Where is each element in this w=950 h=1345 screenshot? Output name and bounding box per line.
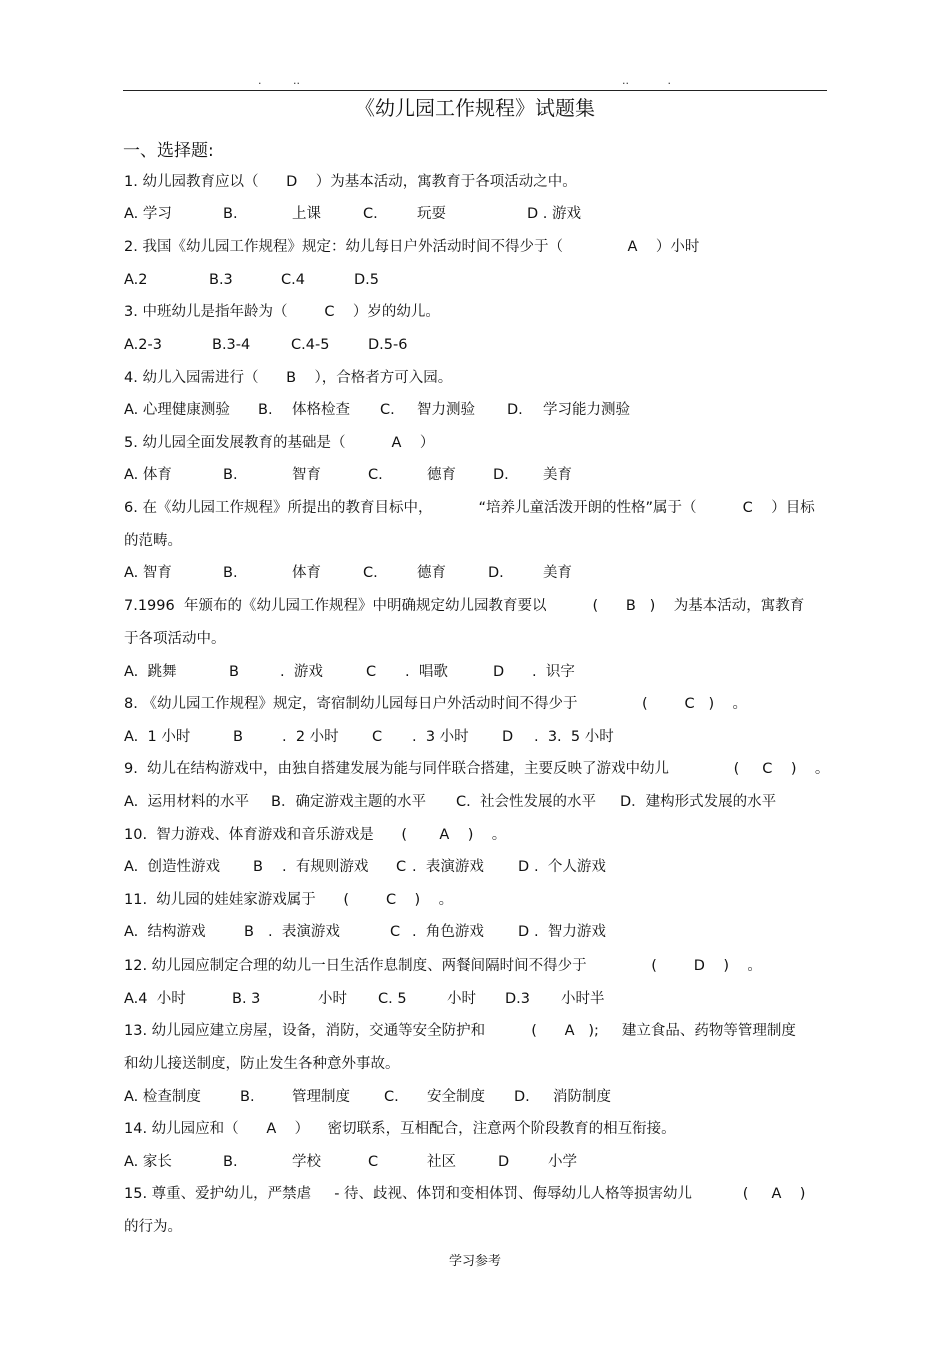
question-8: 8. 《幼儿园工作规程》规定，寄宿制幼儿园每日户外活动时间不得少于 ( C ) 。 [124, 696, 748, 712]
option-a: A. 智育 [124, 565, 172, 581]
option-d: D．建构形式发展的水平 [620, 794, 777, 810]
option-d: 美育 [543, 565, 572, 581]
question-7: 7.1996 年颁布的《幼儿园工作规程》中明确规定幼儿园教育要以 ( B ) 为基本活动，寓教育 [124, 598, 805, 614]
option-c: 安全制度 [427, 1089, 485, 1105]
option-c-letter: C [390, 924, 401, 940]
option-c-letter: C. 5 [378, 991, 407, 1007]
option-c-letter: C [396, 859, 407, 875]
question-13: 13. 幼儿园应建立房屋，设备，消防，交通等安全防护和 ( A ); 建立食品、药物等管理制度 [124, 1023, 796, 1039]
option-a: A. 学习 [124, 206, 172, 222]
option-a: A. 体育 [124, 467, 172, 483]
option-d-letter: D [502, 729, 514, 745]
header-rule [123, 90, 827, 91]
question-15-continued: 的行为。 [124, 1219, 182, 1235]
option-c-letter: C. [368, 467, 383, 483]
question-6: 6. 在《幼儿园工作规程》所提出的教育目标中， “培养儿童活泼开朗的性格”属于（ C ）目标 [124, 500, 815, 516]
option-a: A. 家长 [124, 1154, 172, 1170]
option-b-letter: B. 3 [232, 991, 261, 1007]
option-c: C.4-5 [291, 337, 330, 353]
option-c-letter: C [372, 729, 383, 745]
option-d-letter: D. [514, 1089, 530, 1105]
option-d: . 3. 5 小时 [534, 729, 614, 745]
option-c: . 角色游戏 [412, 924, 484, 940]
option-d-letter: D. [488, 565, 504, 581]
option-c: 德育 [427, 467, 456, 483]
option-d: D.5-6 [368, 337, 408, 353]
option-d-letter: D [518, 859, 530, 875]
option-b: 学校 [292, 1154, 321, 1170]
option-b-letter: B. [223, 1154, 238, 1170]
option-d-letter: D. [507, 402, 523, 418]
question-13-continued: 和幼儿接送制度，防止发生各种意外事故。 [124, 1056, 400, 1072]
option-c: C.4 [281, 272, 305, 288]
option-d: 美育 [543, 467, 572, 483]
option-a: A. 创造性游戏 [124, 859, 220, 875]
option-d-letter: D [493, 664, 505, 680]
option-c: 德育 [417, 565, 446, 581]
option-a: A. 1 小时 [124, 729, 191, 745]
option-a: A.2-3 [124, 337, 162, 353]
question-5: 5. 幼儿园全面发展教育的基础是（ A ） [124, 435, 435, 451]
document-title: 《幼儿园工作规程》试题集 [355, 96, 595, 120]
question-11: 11. 幼儿园的娃娃家游戏属于 ( C ) 。 [124, 892, 454, 908]
option-b: 体格检查 [292, 402, 350, 418]
option-d: D . 游戏 [527, 206, 581, 222]
option-b: . 表演游戏 [268, 924, 340, 940]
option-a: A. 结构游戏 [124, 924, 206, 940]
question-15: 15. 尊重、爱护幼儿，严禁虐 - 待、歧视、体罚和变相体罚、侮辱幼儿人格等损害幼儿 ( A ) [124, 1186, 806, 1202]
option-a: A. 运用材料的水平 [124, 794, 249, 810]
option-b-letter: B. [223, 467, 238, 483]
question-9: 9. 幼儿在结构游戏中，由独自搭建发展为能与同伴联合搭建，主要反映了游戏中幼儿 ( C ) 。 [124, 761, 830, 777]
question-10: 10. 智力游戏、体育游戏和音乐游戏是 ( A ) 。 [124, 827, 507, 843]
option-b: . 2 小时 [282, 729, 339, 745]
option-c-letter: C. [380, 402, 395, 418]
option-a: A. 跳舞 [124, 664, 177, 680]
header-dots-left: . .. [258, 74, 300, 87]
option-a: A. 检查制度 [124, 1089, 201, 1105]
option-d: . 智力游戏 [534, 924, 606, 940]
option-d: . 识字 [532, 664, 575, 680]
option-b-letter: B [244, 924, 254, 940]
header-dots-right: .. . [622, 74, 671, 87]
option-b: 体育 [292, 565, 321, 581]
option-c-letter: C. [384, 1089, 399, 1105]
option-b: 小时 [318, 991, 347, 1007]
option-c: 小时 [447, 991, 476, 1007]
option-b-letter: B. [223, 565, 238, 581]
option-c-letter: C [366, 664, 377, 680]
option-c: 玩耍 [417, 206, 446, 222]
question-12: 12. 幼儿园应制定合理的幼儿一日生活作息制度、两餐间隔时间不得少于 ( D ) 。 [124, 958, 762, 974]
option-b: 管理制度 [292, 1089, 350, 1105]
question-3: 3. 中班幼儿是指年龄为（ C ）岁的幼儿。 [124, 304, 440, 320]
question-4: 4. 幼儿入园需进行（ B ），合格者方可入园。 [124, 370, 453, 386]
option-a: A.4 小时 [124, 991, 186, 1007]
option-d: 小时半 [561, 991, 605, 1007]
option-c: . 3 小时 [412, 729, 469, 745]
option-c: . 唱歌 [405, 664, 448, 680]
option-d-letter: D [518, 924, 530, 940]
option-d: 消防制度 [553, 1089, 611, 1105]
option-b: B.3-4 [212, 337, 251, 353]
option-b-letter: B. [240, 1089, 255, 1105]
option-b: 智育 [292, 467, 321, 483]
option-b-letter: B. [258, 402, 273, 418]
option-c: 智力测验 [417, 402, 475, 418]
option-b: B．确定游戏主题的水平 [271, 794, 426, 810]
option-c-letter: C. [363, 206, 378, 222]
option-b: . 有规则游戏 [282, 859, 369, 875]
option-d: 小学 [548, 1154, 577, 1170]
option-b-letter: B [233, 729, 243, 745]
option-d-letter: D.3 [505, 991, 530, 1007]
option-b-letter: B. [223, 206, 238, 222]
option-c: C. 社会性发展的水平 [456, 794, 596, 810]
option-a: A.2 [124, 272, 148, 288]
question-14: 14. 幼儿园应和（ A ） 密切联系，互相配合，注意两个阶段教育的相互衔接。 [124, 1121, 676, 1137]
option-d: 学习能力测验 [543, 402, 630, 418]
option-d-letter: D [498, 1154, 510, 1170]
section-title: 一、选择题: [123, 141, 214, 161]
question-6-continued: 的范畴。 [124, 533, 182, 549]
option-d-letter: D. [493, 467, 509, 483]
question-1: 1. 幼儿园教育应以（ D ）为基本活动，寓教育于各项活动之中。 [124, 174, 577, 190]
option-a: A. 心理健康测验 [124, 402, 230, 418]
option-c: . 表演游戏 [412, 859, 484, 875]
option-c-letter: C [368, 1154, 379, 1170]
question-2: 2. 我国《幼儿园工作规程》规定：幼儿每日户外活动时间不得少于（ A ）小时 [124, 239, 700, 255]
page-footer: 学习参考 [448, 1254, 501, 1269]
option-d: . 个人游戏 [534, 859, 606, 875]
question-7-continued: 于各项活动中。 [124, 631, 226, 647]
option-c: 社区 [427, 1154, 456, 1170]
option-b: 上课 [292, 206, 321, 222]
option-d: D.5 [354, 272, 379, 288]
option-c-letter: C. [363, 565, 378, 581]
option-b-letter: B [253, 859, 263, 875]
option-b: . 游戏 [280, 664, 323, 680]
option-b: B.3 [209, 272, 233, 288]
option-b-letter: B [229, 664, 239, 680]
